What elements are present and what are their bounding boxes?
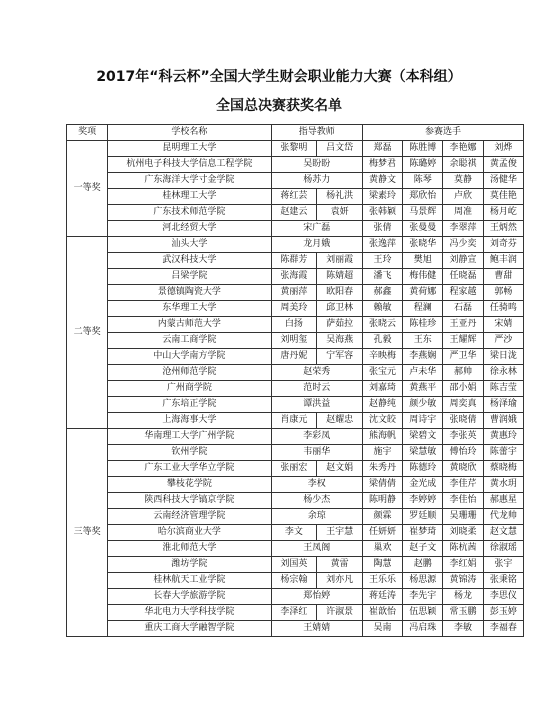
student-cell: 黄惠玲 [483,429,523,445]
school-cell: 桂林理工大学 [108,189,271,205]
student-cell: 严沙 [483,333,523,349]
student-cell: 熊海帆 [362,429,402,445]
advisor-cell: 谭洪益 [271,397,362,413]
student-cell: 邵小娟 [443,381,483,397]
student-cell: 杨泽瑜 [483,397,523,413]
student-cell: 王东 [403,333,443,349]
school-cell: 桂林航天工业学院 [108,573,271,589]
table-row [67,461,524,477]
student-cell: 曹润娥 [483,413,523,429]
student-cell: 朱秀丹 [362,461,402,477]
document-subtitle: 全国总决赛获奖名单 [216,98,342,114]
student-cell: 张韩颖 [362,205,402,221]
student-cell: 任晓磊 [443,269,483,285]
table-row [67,301,524,317]
advisor-cell: 吴盼盼 [271,157,362,173]
advisor-cell: 李权 [271,477,362,493]
student-cell: 马景辉 [403,205,443,221]
school-cell: 哈尔滨商业大学 [108,525,271,541]
student-cell: 刘烨 [483,141,523,157]
table-row [67,205,524,221]
advisor-cell: 宋广磊 [271,221,362,237]
table-row [67,237,524,253]
table-row [67,413,524,429]
header-students: 参赛选手 [362,125,523,141]
student-cell: 曹甜 [483,269,523,285]
advisor-cell: 吴海燕 [317,333,363,349]
student-cell: 赵鹏 [403,557,443,573]
table-row [67,381,524,397]
school-cell: 钦州学院 [108,445,271,461]
advisor-cell: 周美玲 [271,301,317,317]
student-cell: 宋婧 [483,317,523,333]
student-cell: 郝惠星 [483,493,523,509]
table-row [67,429,524,445]
school-cell: 东华理工大学 [108,301,271,317]
student-cell: 汤健华 [483,173,523,189]
advisor-cell: 张丽宏 [271,461,317,477]
student-cell: 卢欣 [443,189,483,205]
student-cell: 徐永林 [483,365,523,381]
student-cell: 张逸萍 [362,237,402,253]
student-cell: 张晓倩 [443,413,483,429]
student-cell: 杨月屹 [483,205,523,221]
school-cell: 广东工业大学华立学院 [108,461,271,477]
student-cell: 吴珊珊 [443,509,483,525]
student-cell: 徐淑瑶 [483,541,523,557]
table-row [67,525,524,541]
advisor-cell: 王婧婧 [271,621,362,637]
table-row [67,189,524,205]
student-cell: 梁碧文 [403,429,443,445]
student-cell: 卢未华 [403,365,443,381]
table-row [67,477,524,493]
student-cell: 梁慧敏 [403,445,443,461]
school-cell: 广州商学院 [108,381,271,397]
school-cell: 杭州电子科技大学信息工程学院 [108,157,271,173]
award-level-cell: 三等奖 [67,429,108,637]
student-cell: 刘嘉琦 [362,381,402,397]
table-row [67,333,524,349]
school-cell: 华北电力大学科技学院 [108,605,271,621]
student-cell: 罗廷顺 [403,509,443,525]
school-cell: 汕头大学 [108,237,271,253]
advisor-cell: 陈婧超 [317,269,363,285]
student-cell: 李佳怡 [443,493,483,509]
student-cell: 王玲 [362,253,402,269]
table-row [67,397,524,413]
advisor-cell: 欧阳春 [317,285,363,301]
advisor-cell: 邱卫林 [317,301,363,317]
advisor-cell: 肖康元 [271,413,317,429]
advisor-cell: 郑怡婷 [271,589,362,605]
advisor-cell: 赵文娟 [317,461,363,477]
school-cell: 潍坊学院 [108,557,271,573]
advisor-cell: 袁妍 [317,205,363,221]
table-row [67,573,524,589]
school-cell: 云南经济管理学院 [108,509,271,525]
advisor-cell: 张黎明 [271,141,317,157]
student-cell: 陈杭茜 [443,541,483,557]
advisor-cell: 萨茹拉 [317,317,363,333]
student-cell: 刘晓柔 [443,525,483,541]
header-advisor: 指导教师 [271,125,362,141]
student-cell: 颜少敏 [403,397,443,413]
advisor-cell: 许淑景 [317,605,363,621]
student-cell: 张曼曼 [403,221,443,237]
school-cell: 淮北师范大学 [108,541,271,557]
school-cell: 广东技术师范学院 [108,205,271,221]
advisor-cell: 赵建云 [271,205,317,221]
advisor-cell: 王凤阁 [271,541,362,557]
student-cell: 黄静文 [362,173,402,189]
student-cell: 王炳然 [483,221,523,237]
student-cell: 李先宇 [403,589,443,605]
student-cell: 梅伟健 [403,269,443,285]
advisor-cell: 黄丽萍 [271,285,317,301]
student-cell: 巢欢 [362,541,402,557]
table-row [67,445,524,461]
student-cell: 杨思源 [403,573,443,589]
student-cell: 吴南 [362,621,402,637]
student-cell: 黄孟俊 [483,157,523,173]
student-cell: 张秉铭 [483,573,523,589]
table-row [67,541,524,557]
student-cell: 赖敏 [362,301,402,317]
table-row [67,157,524,173]
advisor-cell: 刘明玺 [271,333,317,349]
advisor-cell: 杨苏力 [271,173,362,189]
student-cell: 张倩 [362,221,402,237]
student-cell: 梁素玲 [362,189,402,205]
student-cell: 代龙帅 [483,509,523,525]
student-cell: 郑欣怡 [403,189,443,205]
student-cell: 刘奇芬 [483,237,523,253]
student-cell: 黄荷娜 [403,285,443,301]
advisor-cell: 赵荣秀 [271,365,362,381]
advisor-cell: 刘亦凡 [317,573,363,589]
student-cell: 梁日泷 [483,349,523,365]
school-cell: 沧州师范学院 [108,365,271,381]
table-row [67,173,524,189]
student-cell: 莫静 [443,173,483,189]
student-cell: 梅梦君 [362,157,402,173]
student-cell: 张宇 [483,557,523,573]
student-cell: 周奕真 [443,397,483,413]
student-cell: 陈蕾宇 [483,445,523,461]
student-cell: 王耀辉 [443,333,483,349]
student-cell: 程家越 [443,285,483,301]
advisor-cell: 张海霞 [271,269,317,285]
student-cell: 陈璐婷 [403,157,443,173]
table-body [67,141,524,637]
student-cell: 任妍妍 [362,525,402,541]
student-cell: 石磊 [443,301,483,317]
student-cell: 张晓云 [362,317,402,333]
student-cell: 赵子文 [403,541,443,557]
school-cell: 中山大学南方学院 [108,349,271,365]
student-cell: 金光成 [403,477,443,493]
advisor-cell: 蒋红芸 [271,189,317,205]
student-cell: 辛映梅 [362,349,402,365]
student-cell: 李翠萍 [443,221,483,237]
student-cell: 陶慧 [362,557,402,573]
student-cell: 施宇 [362,445,402,461]
table-row [67,365,524,381]
school-cell: 昆明理工大学 [108,141,271,157]
student-cell: 王亚丹 [443,317,483,333]
table-row [67,509,524,525]
student-cell: 陈桂珍 [403,317,443,333]
student-cell: 赵文慧 [483,525,523,541]
table-row [67,621,524,637]
student-cell: 樊旭 [403,253,443,269]
table-row [67,557,524,573]
document-title: 2017年“科云杯”全国大学生财会职业能力大赛（本科组） [96,69,462,85]
school-cell: 武汉科技大学 [108,253,271,269]
school-cell: 内蒙古师范大学 [108,317,271,333]
student-cell: 陈德玲 [403,461,443,477]
student-cell: 张晓华 [403,237,443,253]
student-cell: 黄晓欣 [443,461,483,477]
student-cell: 程澜 [403,301,443,317]
student-cell: 陈胜博 [403,141,443,157]
table-row [67,253,524,269]
student-cell: 冯启珠 [403,621,443,637]
student-cell: 孔毅 [362,333,402,349]
student-cell: 梁倩倩 [362,477,402,493]
table-row [67,221,524,237]
award-level-cell: 二等奖 [67,237,108,429]
table-row [67,493,524,509]
student-cell: 鲍丰润 [483,253,523,269]
school-cell: 河北经贸大学 [108,221,271,237]
school-cell: 吕梁学院 [108,269,271,285]
advisor-cell: 龙月娥 [271,237,362,253]
table-row [67,285,524,301]
student-cell: 李张英 [443,429,483,445]
student-cell: 陈吉莹 [483,381,523,397]
student-cell: 李敏 [443,621,483,637]
table-row [67,141,524,157]
table-header-row [67,125,524,141]
advisor-cell: 陈群芳 [271,253,317,269]
student-cell: 郝鑫 [362,285,402,301]
advisor-cell: 刘国英 [271,557,317,573]
school-cell: 陕西科技大学镐京学院 [108,493,271,509]
school-cell: 广东培正学院 [108,397,271,413]
advisor-cell: 杨宗翰 [271,573,317,589]
student-cell: 蒋廷涛 [362,589,402,605]
header-award: 奖项 [67,125,108,141]
advisor-cell: 王宇慧 [317,525,363,541]
advisor-cell: 杨礼洪 [317,189,363,205]
student-cell: 莫佳艳 [483,189,523,205]
award-level-cell: 一等奖 [67,141,108,237]
student-cell: 李红娟 [443,557,483,573]
table-row [67,269,524,285]
student-cell: 郭畅 [483,285,523,301]
advisor-cell: 黄雷 [317,557,363,573]
advisor-cell: 赵耀忠 [317,413,363,429]
student-cell: 周诗宇 [403,413,443,429]
school-cell: 广东海洋大学寸金学院 [108,173,271,189]
student-cell: 周准 [443,205,483,221]
header-school: 学校名称 [108,125,271,141]
student-cell: 赵静纯 [362,397,402,413]
advisor-cell: 李泽红 [271,605,317,621]
student-cell: 李佳芹 [443,477,483,493]
advisor-cell: 吕文岱 [317,141,363,157]
student-cell: 李思仪 [483,589,523,605]
award-table [66,124,524,637]
advisor-cell: 李彩凤 [271,429,362,445]
advisor-cell: 宁军容 [317,349,363,365]
student-cell: 彭玉婷 [483,605,523,621]
school-cell: 上海海事大学 [108,413,271,429]
student-cell: 崔歆怡 [362,605,402,621]
school-cell: 重庆工商大学融智学院 [108,621,271,637]
student-cell: 李婷婷 [403,493,443,509]
school-cell: 景德镇陶瓷大学 [108,285,271,301]
advisor-cell: 李文 [271,525,317,541]
student-cell: 傅怡玲 [443,445,483,461]
advisor-cell: 刘丽霞 [317,253,363,269]
table-row [67,605,524,621]
table-row [67,349,524,365]
student-cell: 郝帅 [443,365,483,381]
student-cell: 陈明静 [362,493,402,509]
student-cell: 余聪祺 [443,157,483,173]
student-cell: 李燕娴 [403,349,443,365]
student-cell: 陈琴 [403,173,443,189]
advisor-cell: 杨少杰 [271,493,362,509]
school-cell: 长春大学旅游学院 [108,589,271,605]
student-cell: 张宝元 [362,365,402,381]
student-cell: 蔡晓梅 [483,461,523,477]
table-row [67,317,524,333]
table-row [67,589,524,605]
student-cell: 黄锦涛 [443,573,483,589]
school-cell: 云南工商学院 [108,333,271,349]
advisor-cell: 韦丽华 [271,445,362,461]
student-cell: 杨龙 [443,589,483,605]
student-cell: 崔梦琦 [403,525,443,541]
student-cell: 郑磊 [362,141,402,157]
advisor-cell: 白扬 [271,317,317,333]
student-cell: 李福春 [483,621,523,637]
student-cell: 王乐乐 [362,573,402,589]
student-cell: 任骑鸣 [483,301,523,317]
student-cell: 李艳娜 [443,141,483,157]
student-cell: 刘静宣 [443,253,483,269]
student-cell: 严卫华 [443,349,483,365]
advisor-cell: 范时云 [271,381,362,397]
student-cell: 冯少奕 [443,237,483,253]
advisor-cell: 唐丹妮 [271,349,317,365]
student-cell: 常玉鹏 [443,605,483,621]
student-cell: 潘飞 [362,269,402,285]
student-cell: 伍思颖 [403,605,443,621]
school-cell: 华南理工大学广州学院 [108,429,271,445]
school-cell: 攀枝花学院 [108,477,271,493]
student-cell: 黄燕平 [403,381,443,397]
student-cell: 颜霖 [362,509,402,525]
advisor-cell: 余琼 [271,509,362,525]
student-cell: 黄水玥 [483,477,523,493]
student-cell: 沈文皎 [362,413,402,429]
